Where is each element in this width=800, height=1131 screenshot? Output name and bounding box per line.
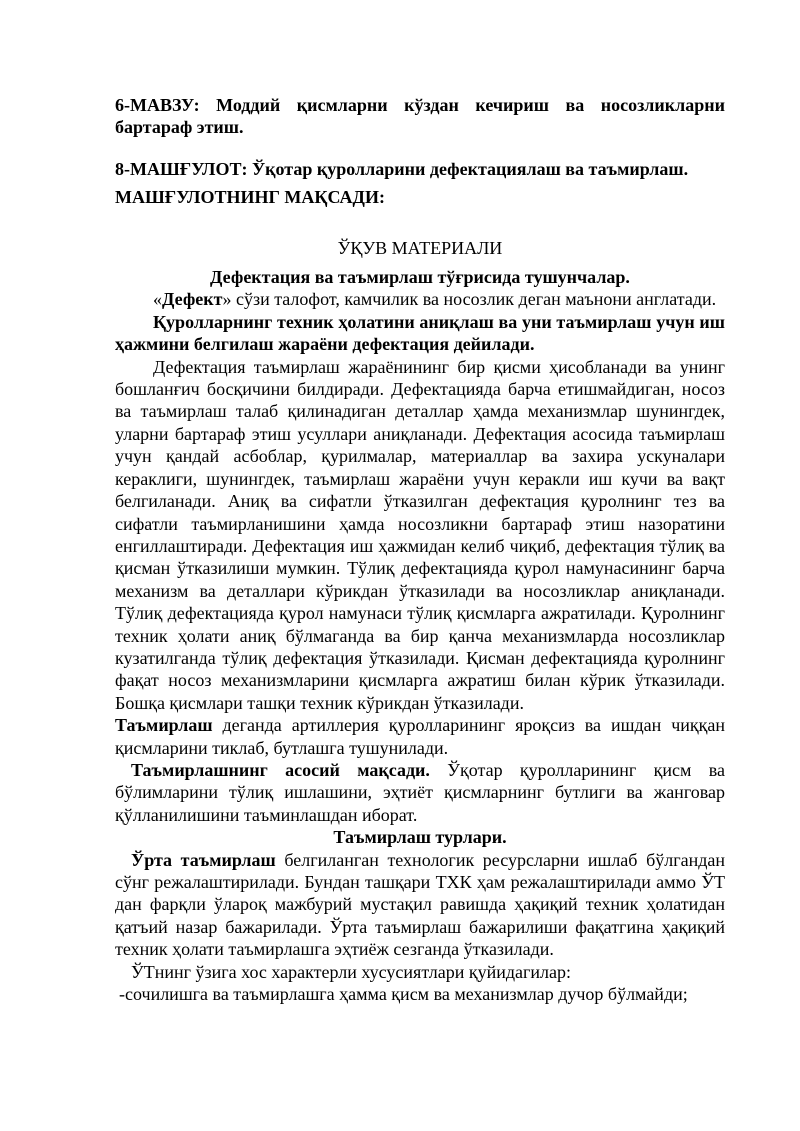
lesson-heading: 8-МАШҒУЛОТ: Ўқотар қуролларини дефектациялаш ва таъмирлаш. <box>115 158 689 179</box>
quote-open: « <box>153 289 162 310</box>
repair-term: Таъмирлаш <box>115 715 213 736</box>
study-material-title: ЎҚУВ МАТЕРИАЛИ <box>337 237 503 258</box>
study-material-subtitle: Дефектация ва таъмирлаш тўғрисида тушунчалар. <box>210 267 630 288</box>
repair-definition: деганда артиллерия қуролларининг яроқсиз ва ишдан чиққан қисмларини тиклаб, бутлашга тушунилади. <box>115 715 725 758</box>
medium-repair-paragraph <box>115 849 725 961</box>
features-intro: ЎТнинг ўзига хос характерли хусусиятлари қуйидагилар: <box>131 961 572 982</box>
defectation-definition: Қуролларнинг техник ҳолатини аниқлаш ва уни таъмирлаш учун иш ҳажмини белгилаш жараёни дефектация дейилади. <box>115 311 725 355</box>
medium-repair-text: белгиланган технологик ресурсларни ишлаб бўлгандан сўнг режалаштирилади. Бундан ташқари ТХК ҳам режалаштирилади аммо ЎТ дан фарқли ўлароқ мажбурий мустақил равишда ҳақиқий техник ҳолатидан қатъий назар бажарилади. Ўрта таъмирлаш бажарилиши фақатгина ҳақиқий техник ҳолати таъмирлашга эҳтиёж сезганда ўтказилади. <box>115 849 725 960</box>
defect-meaning: » сўзи талофот, камчилик ва носозлик деган маънони англатади. <box>222 289 717 310</box>
defect-word-paragraph <box>115 288 725 310</box>
lesson-goal-heading: МАШҒУЛОТНИНГ МАҚСАДИ: <box>115 187 385 208</box>
document-body <box>115 94 725 1005</box>
feature-item-1: -сочилишга ва таъмирлашга ҳамма қисм ва механизмлар дучор бўлмайди; <box>119 984 688 1005</box>
topic-heading: 6-МАВЗУ: Моддий қисмларни кўздан кечириш ва носозликларни бартараф этиш. <box>115 95 725 138</box>
defect-term: Дефект <box>162 289 223 310</box>
repair-goal-term: Таъмирлашнинг асосий мақсади. <box>131 759 430 780</box>
repair-goal-text: Ўқотар қуролларининг қисм ва бўлимларини тўлиқ ишлашини, эҳтиёт қисмларнинг бутлиги ва жанговар қўлланилишини таъминлашдан иборат. <box>115 759 725 825</box>
medium-repair-term: Ўрта таъмирлаш <box>131 849 276 870</box>
repair-definition-paragraph <box>115 714 725 759</box>
repair-goal-paragraph <box>115 759 725 826</box>
repair-types-title: Таъмирлаш турлари. <box>333 827 507 848</box>
defectation-paragraph: Дефектация таъмирлаш жараёнининг бир қисми ҳисобланади ва унинг бошланғич босқичини билдиради. Дефектацияда барча етишмайдиган, носоз ва таъмирлаш талаб қилинадиган деталлар ҳамда механизмлар шунингдек, уларни бартараф этиш усуллари аниқланади. Дефектация асосида таъмирлаш учун қандай асбоблар, қурилмалар, материаллар ва захира ускуналари кераклиги, шунингдек, таъмирлаш жараёни учун керакли иш кучи ва вақт белгиланади. Аниқ ва сифатли ўтказилган дефектация қуролнинг тез ва сифатли таъмирланишини ҳамда носозликни бартараф этиш назоратини енгиллаштиради. Дефектация иш ҳажмидан келиб чиқиб, дефектация тўлиқ ва қисман ўтказилиши мумкин. Тўлиқ дефектацияда қурол намунасининг барча механизм ва деталлари кўрикдан ўтказилади ва носозликлар аниқланади. Тўлиқ дефектацияда қурол намунаси тўлиқ қисмларга ажратилади. Қуролнинг техник ҳолати аниқ бўлмаганда ва бир қанча механизмларда носозликлар кузатилганда тўлиқ дефектация ўтказилади. Қисман дефектацияда қуролнинг фақат носоз механизмларини қисмларга ажратиш билан кўрик ўтказилади. Бошқа қисмлари ташқи техник кўрикдан ўтказилади. <box>115 356 725 713</box>
